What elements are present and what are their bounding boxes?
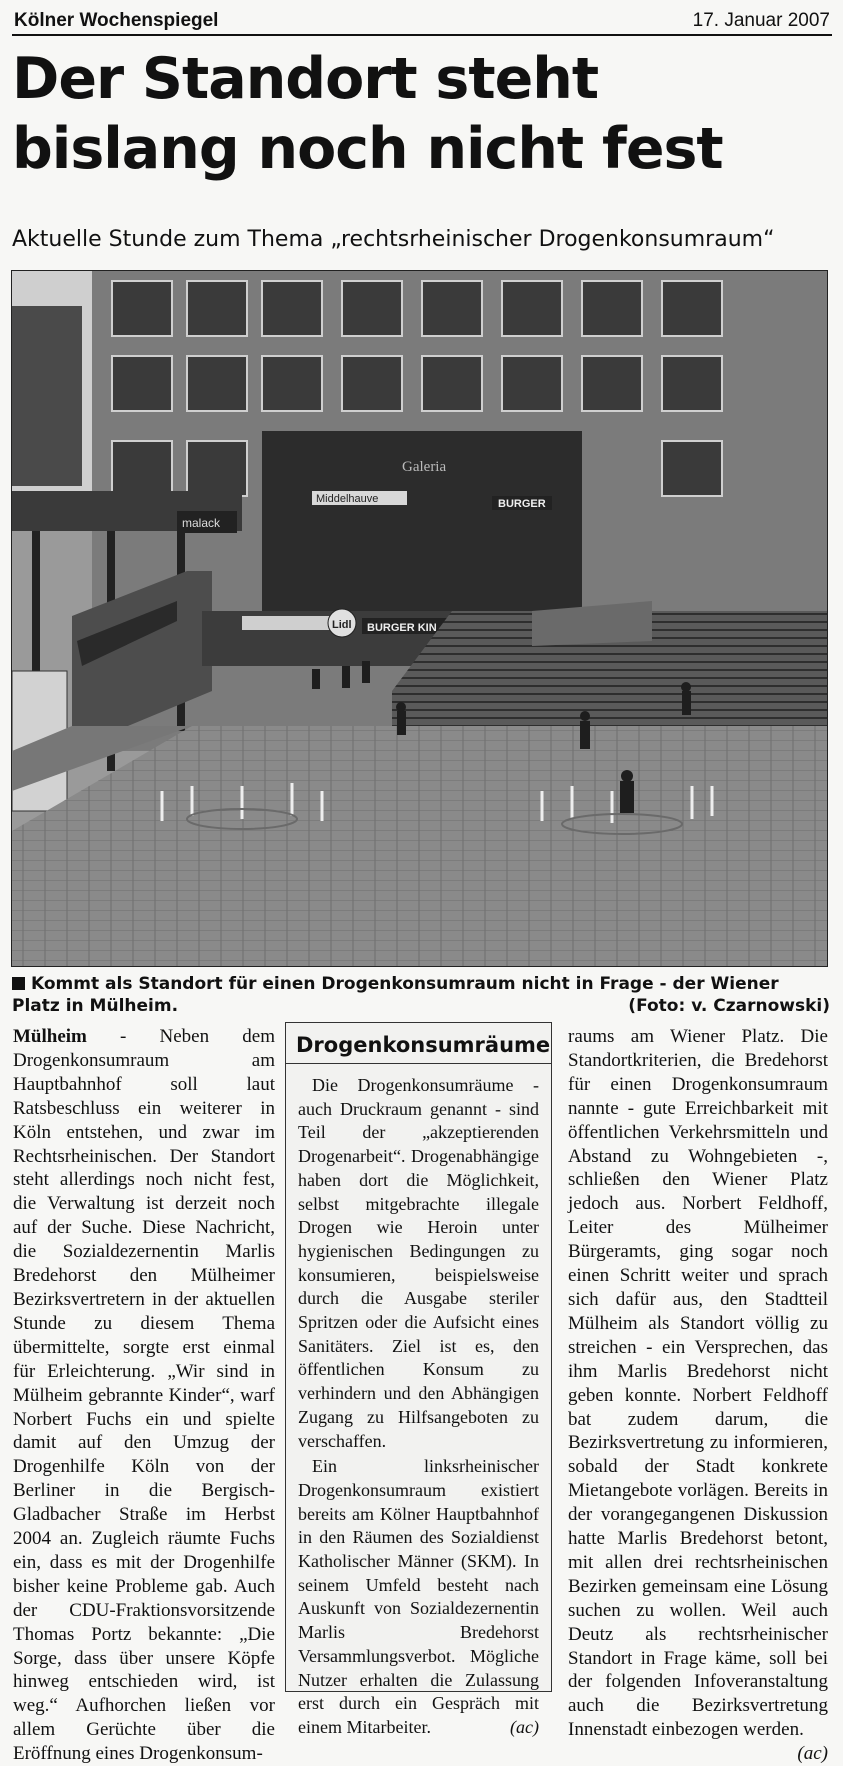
sign-middelhauve: Middelhauve [316, 493, 379, 505]
sign-burger-king: BURGER KIN [367, 622, 437, 634]
article-text-1: - Neben dem Drogenkonsumraum am Hauptbahnhof soll laut Ratsbeschluss ein weiterer in Köln entstehen, und zwar im Rechtsrheinischen. Der Standort steht allerdings noch nicht fest, die Verwaltung ist derzeit noch auf der Suche. Diese Nachricht, die Sozialdezernentin Marlis Bredehorst den Mülheimer Bezirksvertretern in der aktuellen Stunde zu diesem Thema übermittelte, sorgte erst einmal für Erleichterung. „Wir sind in Mülheim gebrannte Kinder“, warf Norbert Fuchs ein und spielte damit auf den Umzug der Drogenhilfe Köln von der Berliner in die Bergisch-Gladbacher Straße im Herbst 2004 an. Zugleich räumte Fuchs ein, dass es mit der Drogenhilfe bisher keine Probleme gab. Auch der CDU-Fraktionsvorsitzende Thomas Portz bekannte: „Die Sorge, dass über unsere Köpfe hinweg entschieden wird, ist weg.“ Aufhorchen ließen vor allem Gerüchte über die Eröffnung eines Drogenkonsum- [13, 1026, 275, 1765]
dateline: Mülheim [13, 1026, 87, 1047]
news-photo [11, 270, 828, 967]
photo-caption [12, 973, 830, 1017]
article-signature: (ac) [797, 1743, 828, 1765]
headline-line-2: bislang noch nicht fest [12, 116, 723, 182]
newspaper-name: Kölner Wochenspiegel [14, 10, 219, 31]
article-column-3 [568, 1025, 828, 1766]
sign-burger: BURGER [498, 498, 546, 510]
info-box [285, 1022, 552, 1737]
headline-line-1: Der Standort steht [12, 46, 599, 112]
article-column-1 [13, 1025, 275, 1766]
info-box-paragraph-1: Die Drogenkonsumräume - auch Druckraum genannt - sind Teil der „akzeptierenden Drogenarbeit“. Drogenabhängige haben dort die Möglichkeit, selbst mitgebrachte illegale Drogen wie Heroin unter hygienischen Bedingungen zu konsumieren, beispielsweise durch die Ausgabe steriler Spritzen oder die Aufsicht eines Sanitäters. Ziel ist es, den öffentlichen Konsum zu verhindern und den Abhängigen Zugang zu Hilfsangeboten zu verschaffen. [298, 1075, 539, 1451]
caption-bullet [12, 977, 25, 990]
photo-credit: (Foto: v. Czarnowski) [628, 996, 830, 1016]
sign-malack: malack [182, 516, 221, 530]
masthead [12, 10, 832, 36]
caption-text: Kommt als Standort für einen Drogenkonsumraum nicht in Frage - der Wiener Platz in Mülheim. [12, 974, 779, 1016]
info-box-signature: (ac) [510, 1716, 539, 1737]
sign-lidl: Lidl [332, 619, 352, 631]
subheadline: Aktuelle Stunde zum Thema „rechtsrheinischer Drogenkonsumraum“ [12, 227, 775, 252]
article-text-3: raums am Wiener Platz. Die Standortkriterien, die Bredehorst für einen Drogenkonsumraum nannte - gute Erreichbarkeit mit öffentlichen Verkehrsmitteln und Abstand zu Wohngebieten -, schließen den Wiener Platz jedoch aus. Norbert Feldhoff, Leiter des Mülheimer Bürgeramts, ging sogar noch einen Schritt weiter und sprach sich dafür aus, den Stadtteil Mülheim als Standort völlig zu streichen - ein Versprechen, das ihm Marlis Bredehorst nicht geben konnte. Norbert Feldhoff bat zudem darum, die Bezirksvertretung zu informieren, sobald der Stadt konkrete Mietangebote vorlägen. Bereits in der vorangegangenen Diskussion hatte Marlis Bredehorst betont, mit allen drei rechtsrheinischen Bezirken gemeinsam eine Lösung suchen zu wollen. Weil auch Deutz als rechtsrheinischer Standort in Frage käme, soll bei der folgenden Infoveranstaltung auch die Bezirksvertretung Innenstadt einbezogen werden. [568, 1026, 828, 1741]
info-box-title: Drogenkonsumräume [286, 1031, 551, 1064]
wiener-platz-photo [12, 271, 827, 966]
sign-galeria: Galeria [402, 459, 447, 475]
headline [12, 44, 832, 184]
issue-date: 17. Januar 2007 [692, 10, 830, 31]
info-box-paragraph-2: Ein linksrheinischer Drogenkonsumraum existiert bereits am Kölner Hauptbahnhof in den Räumen des Sozialdienst Katholischer Männer (SKM). In seinem Umfeld besteht nach Auskunft von Sozialdezernentin Marlis Bredehorst Versammlungsverbot. Mögliche Nutzer erhalten die Zulassung erst durch ein Gespräch mit einem Mitarbeiter. [298, 1456, 539, 1737]
